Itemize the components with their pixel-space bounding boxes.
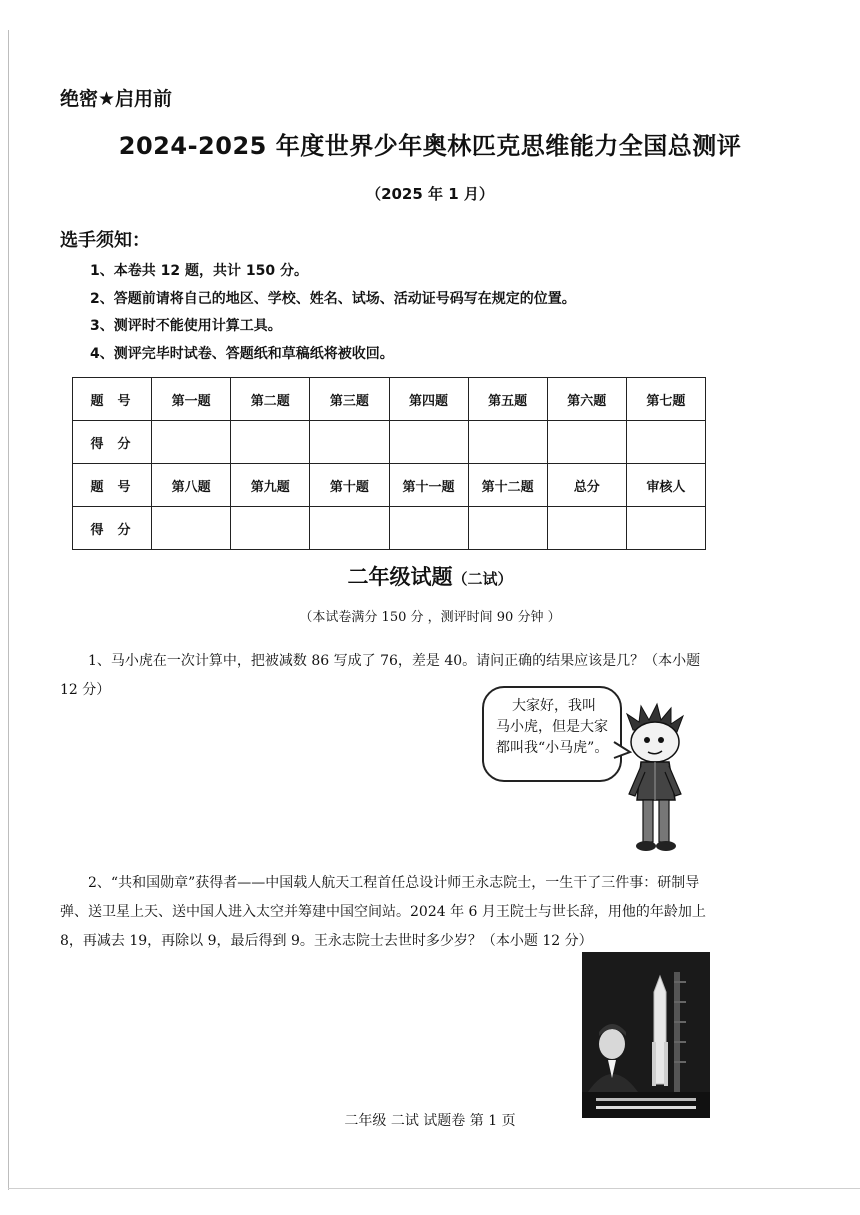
score-cell[interactable]: [152, 507, 231, 550]
cartoon-boy-illustration: [615, 700, 705, 860]
question-cell: 第六题: [547, 378, 626, 421]
portrait-photo: [582, 952, 710, 1118]
score-cell[interactable]: [231, 507, 310, 550]
question-label: 题号: [73, 464, 152, 507]
score-cell[interactable]: [389, 507, 468, 550]
score-cell[interactable]: [626, 421, 705, 464]
question-cell: 第十二题: [468, 464, 547, 507]
question-cell: 第七题: [626, 378, 705, 421]
rocket-portrait-illustration: [582, 952, 710, 1118]
notice-rule-3: 3、测评时不能使用计算工具。: [90, 318, 282, 334]
score-cell[interactable]: [231, 421, 310, 464]
question-1: 1、马小虎在一次计算中，把被减数 86 写成了 76，差是 40。请问正确的结果应该是几？（本小题 12 分）: [60, 653, 701, 698]
score-cell[interactable]: [152, 421, 231, 464]
score-label: 得分: [73, 421, 152, 464]
question-row-1: [73, 378, 706, 421]
notice-heading: 选手须知：: [60, 230, 150, 251]
score-label: 得分: [73, 507, 152, 550]
question-row-2: [73, 464, 706, 507]
question-cell: 第五题: [468, 378, 547, 421]
question-2: 2、“共和国勋章”获得者——中国载人航天工程首任总设计师王永志院士，一生干了三件事：研制导弹、送卫星上天、送中国人进入太空并筹建中国空间站。2024 年 6 月王院士与世长辞，用他的年龄加上 8，再减去 19，再除以 9，最后得到 9。王永志院士去世时多少岁？（本小题 12 分）: [60, 875, 706, 949]
score-cell[interactable]: [468, 507, 547, 550]
question-cell: 第十题: [310, 464, 389, 507]
score-row-2: [73, 507, 706, 550]
page-footer: 二年级 二试 试题卷 第 1 页: [344, 1113, 516, 1129]
score-cell[interactable]: [468, 421, 547, 464]
exam-info: （本试卷满分 150 分 ，测评时间 90 分钟 ）: [299, 610, 561, 625]
question-cell: 审核人: [626, 464, 705, 507]
score-cell[interactable]: [626, 507, 705, 550]
notice-rule-1: 1、本卷共 12 题，共计 150 分。: [90, 263, 308, 279]
question-cell: 第一题: [152, 378, 231, 421]
question-cell: 第九题: [231, 464, 310, 507]
exam-date: （2025 年 1 月）: [366, 185, 494, 203]
question-cell: 第二题: [231, 378, 310, 421]
question-label: 题号: [73, 378, 152, 421]
section-title-main: 二年级试题: [347, 565, 453, 589]
speech-line-1: 大家好，我叫: [512, 698, 596, 714]
section-title-suffix: （二试）: [452, 570, 513, 588]
score-table: [72, 377, 706, 550]
confidential-mark: 绝密★启用前: [60, 88, 173, 110]
score-cell[interactable]: [310, 421, 389, 464]
exam-title: 2024-2025 年度世界少年奥林匹克思维能力全国总测评: [118, 132, 742, 160]
notice-rule-4: 4、测评完毕时试卷、答题纸和草稿纸将被收回。: [90, 346, 394, 362]
score-cell[interactable]: [547, 421, 626, 464]
question-cell: 第十一题: [389, 464, 468, 507]
speech-line-3: 都叫我“小马虎”。: [496, 740, 609, 756]
question-cell: 总分: [547, 464, 626, 507]
score-cell[interactable]: [310, 507, 389, 550]
question-cell: 第四题: [389, 378, 468, 421]
speech-line-2: 马小虎，但是大家: [496, 719, 608, 735]
speech-bubble: [482, 686, 622, 782]
score-cell[interactable]: [547, 507, 626, 550]
question-cell: 第三题: [310, 378, 389, 421]
section-title: [0, 561, 860, 591]
page-edge-bottom: [8, 1188, 860, 1189]
score-row-1: [73, 421, 706, 464]
score-cell[interactable]: [389, 421, 468, 464]
question-cell: 第八题: [152, 464, 231, 507]
notice-rule-2: 2、答题前请将自己的地区、学校、姓名、试场、活动证号码写在规定的位置。: [90, 291, 576, 307]
